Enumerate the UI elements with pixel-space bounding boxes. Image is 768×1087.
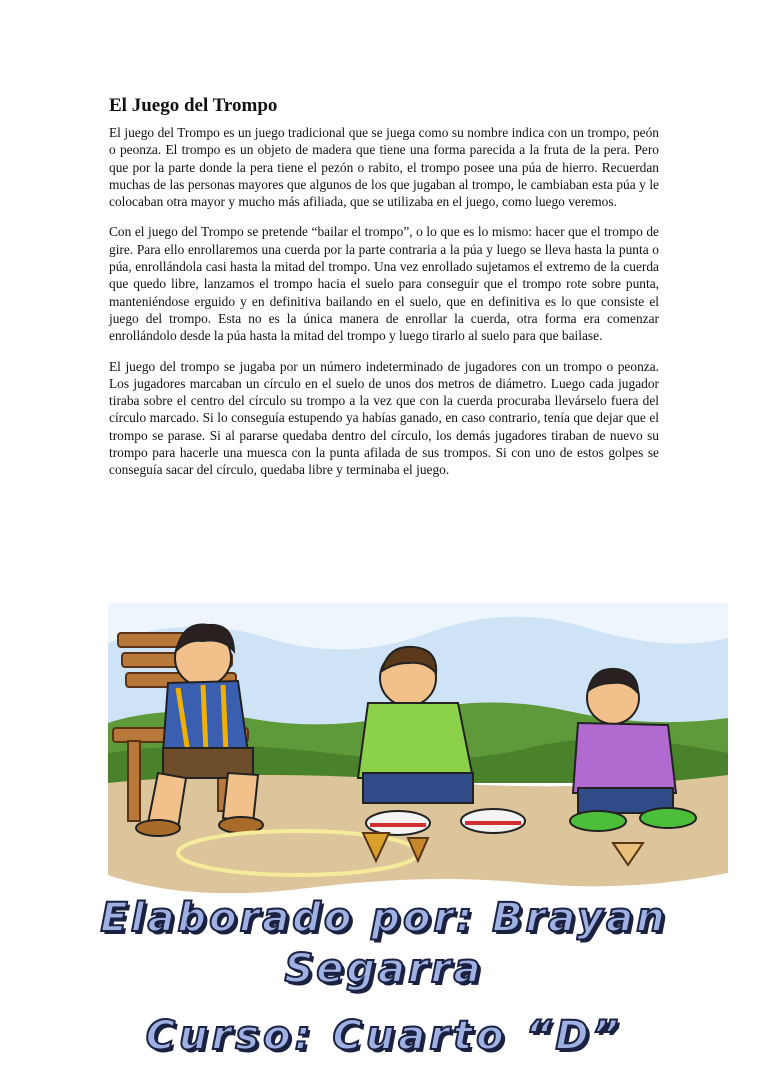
credit-author-surname: Segarra: [284, 946, 484, 992]
paragraph-3: El juego del trompo se jugaba por un número indeterminado de jugadores con un trompo o peonza. Los jugadores marcaban un círculo en el suelo de unos dos metros de diámetro. Luego cada jugador tiraba sobre el centro del círculo su trompo a la vez que con la cuerda procuraba llevárselo fuera del círculo marcado. Si lo conseguía estupendo ya habías ganado, en caso contrario, tenía que dejar que el trompo se parase. Si al pararse quedaba dentro del círculo, los demás jugadores tiraban de nuevo su trompo para hacerle una muesca con la punta afilada de sus trompos. Si con uno de estos golpes se conseguía sacar del círculo, quedaba libre y terminaba el juego.: [109, 358, 659, 478]
credit-course: Curso: Cuarto “D”: [145, 1013, 623, 1059]
article-title: El Juego del Trompo: [109, 95, 278, 116]
paragraph-2: Con el juego del Trompo se pretende “bailar el trompo”, o lo que es lo mismo: hacer que el trompo de gire. Para ello enrollaremos una cuerda por la parte contraria a la púa y luego se lleva hasta la punta o púa, enrollándola casi hasta la mitad del trompo. Una vez enrollado sujetamos el extremo de la cuerda que quedo libre, lanzamos el trompo hacia el suelo para conseguir que el trompo rote sobre punta, manteniéndose erguido y en definitiva bailando en el suelo, que en definitiva es lo que consiste el juego del trompo. Esta no es la única manera de enrollar la cuerda, otra forma era comenzar enrollándolo desde la púa hasta la mitad del trompo y luego tirarlo al suelo para que bailase.: [109, 224, 659, 344]
children-playing-trompo-illustration: [108, 603, 728, 893]
credit-author-line: Elaborado por: Brayan: [100, 895, 668, 941]
article: [109, 94, 659, 492]
paragraph-1: El juego del Trompo es un juego tradicional que se juega como su nombre indica con un trompo, peón o peonza. El trompo es un objeto de madera que tiene una forma parecida a la fruta de la pera. Pero que por la parte donde la pera tiene el pezón o rabito, el trompo posee una púa de hierro. Recuerdan muchas de las personas mayores que algunos de los que jugaban al trompo, le cambiaban esta púa y le colocaban otra mayor y mucho más afiliada, que se utilizaba en el juego, como luego veremos.: [109, 125, 659, 210]
